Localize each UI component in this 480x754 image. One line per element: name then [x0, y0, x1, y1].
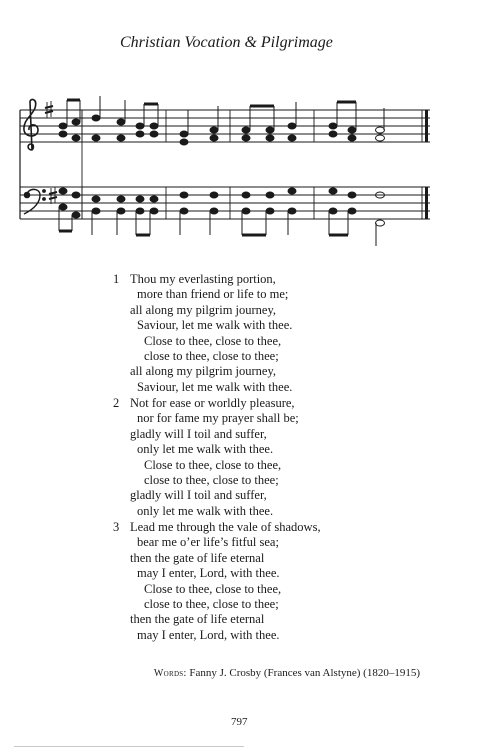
words-credit — [154, 667, 420, 679]
verse-1 — [0, 272, 480, 396]
verse-line: Saviour, let me walk with thee. — [137, 318, 293, 333]
verse-line: Close to thee, close to thee, — [144, 457, 282, 472]
verse-line: Thou my everlasting portion, — [130, 272, 276, 286]
verse-line: all along my pilgrim journey, — [130, 302, 277, 317]
words-label: Words: — [153, 668, 187, 679]
bass-clef-icon — [24, 189, 45, 214]
verse-line: then the gate of life eternal — [130, 550, 265, 565]
verse-3 — [0, 520, 480, 644]
verse-line: Close to thee, close to thee, — [144, 333, 282, 348]
verse-line: all along my pilgrim journey, — [130, 364, 277, 379]
verse-2 — [0, 396, 480, 520]
page-number: 797 — [231, 716, 248, 728]
music-score — [18, 96, 438, 266]
verse-line: more than friend or life to me; — [137, 287, 289, 302]
verse-number: 2 — [113, 396, 120, 410]
verse-line: then the gate of life eternal — [130, 612, 265, 627]
verse-line: Saviour, let me walk with thee. — [137, 379, 293, 394]
verse-number: 3 — [113, 520, 120, 534]
bass-staff — [20, 187, 430, 219]
verse-line: Close to thee, close to thee, — [144, 581, 282, 596]
verse-number: 1 — [113, 272, 120, 286]
treble-staff — [20, 110, 430, 142]
verse-line: nor for fame my prayer shall be; — [137, 411, 299, 426]
words-author: Fanny J. Crosby (Frances van Alstyne) (1820–1915) — [189, 667, 420, 679]
verse-line: gladly will I toil and suffer, — [130, 488, 267, 503]
verse-line: may I enter, Lord, with thee. — [137, 627, 280, 642]
verse-line: only let me walk with thee. — [137, 442, 274, 457]
verse-line: gladly will I toil and suffer, — [130, 426, 267, 441]
verse-line: Not for ease or worldly pleasure, — [130, 396, 295, 410]
sharp-icon — [45, 101, 53, 118]
verse-line: only let me walk with thee. — [137, 503, 274, 518]
verse-line: close to thee, close to thee; — [144, 473, 279, 487]
verse-line: close to thee, close to thee; — [144, 349, 279, 363]
sharp-icon — [49, 187, 57, 204]
section-title: Christian Vocation & Pilgrimage — [120, 34, 333, 51]
verse-line: bear me o’er life’s fitful sea; — [137, 535, 279, 550]
bottom-rule — [14, 746, 244, 747]
verse-line: Lead me through the vale of shadows, — [130, 520, 321, 534]
verse-line: close to thee, close to thee; — [144, 597, 279, 611]
verse-line: may I enter, Lord, with thee. — [137, 566, 280, 581]
